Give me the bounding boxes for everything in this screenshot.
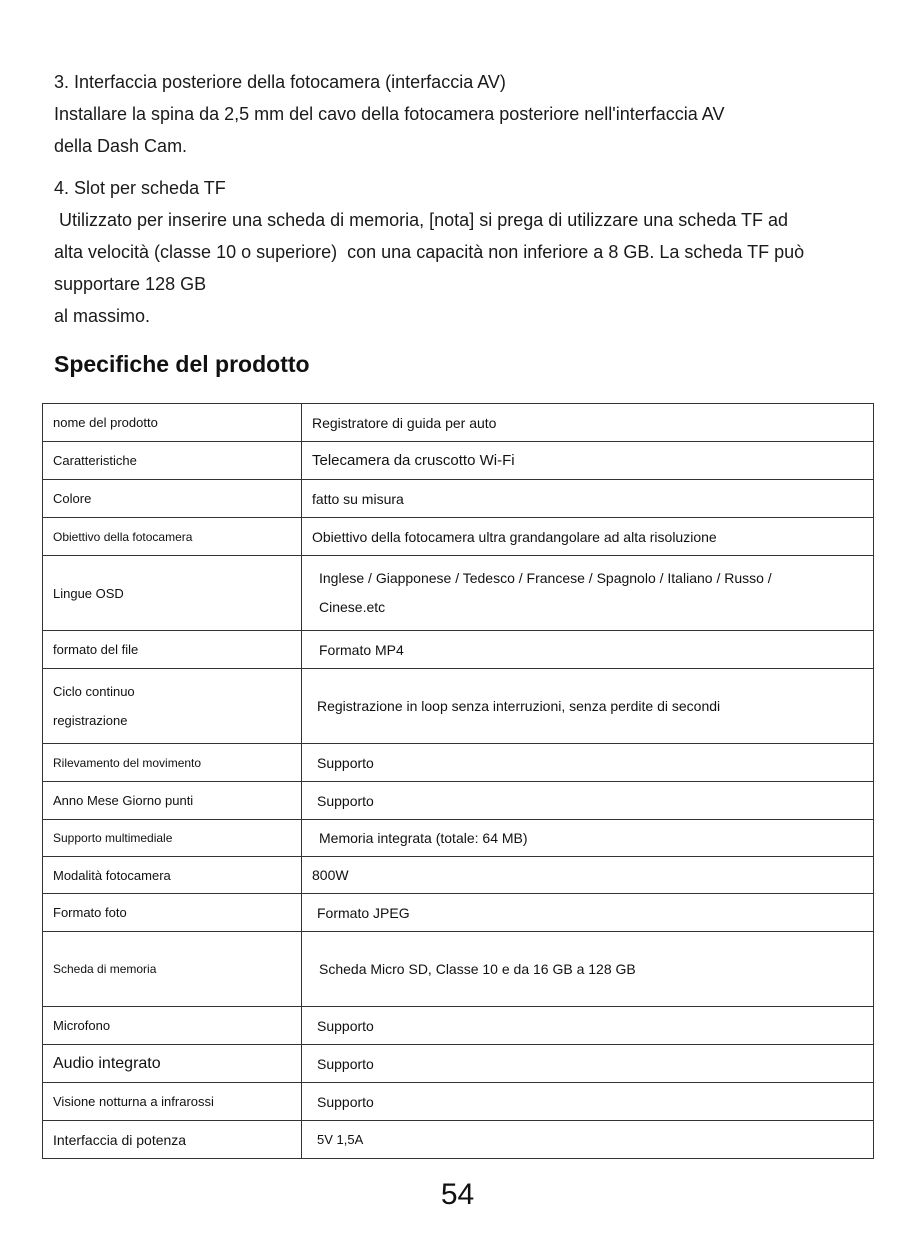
spec-label: Colore [43,480,302,518]
table-row [43,857,874,894]
paragraph-line: Installare la spina da 2,5 mm del cavo della fotocamera posteriore nell'interfaccia AV [54,104,725,124]
paragraph-line: supportare 128 GB [54,274,207,294]
table-row [43,744,874,782]
spec-label: nome del prodotto [43,404,302,442]
label-line: registrazione [53,713,128,728]
spec-value: Supporto [302,1083,874,1121]
spec-value: Registratore di guida per auto [302,404,874,442]
spec-label: Anno Mese Giorno punti [43,782,302,820]
spec-label: Supporto multimediale [43,820,302,857]
paragraph-line: al massimo. [54,306,151,326]
section-title: 4. Slot per scheda TF [54,178,226,198]
section-title: 3. Interfaccia posteriore della fotocamera (interfaccia AV) [54,72,506,92]
spec-value: Supporto [302,782,874,820]
table-row [43,782,874,820]
table-row [43,556,874,631]
page-number: 54 [440,1178,475,1211]
table-row [43,404,874,442]
spec-label: Visione notturna a infrarossi [43,1083,302,1121]
table-row [43,669,874,744]
spec-label: formato del file [43,631,302,669]
spec-value: Supporto [302,744,874,782]
spec-value: Formato MP4 [302,631,874,669]
spec-value [302,556,874,631]
table-row [43,894,874,932]
table-row [43,480,874,518]
spec-label: Interfaccia di potenza [43,1121,302,1159]
spec-value: Scheda Micro SD, Classe 10 e da 16 GB a 128 GB [302,932,874,1007]
paragraph-line: della Dash Cam. [54,136,188,156]
spec-value: Supporto [302,1045,874,1083]
specs-table [42,403,874,1159]
spec-label: Scheda di memoria [43,932,302,1007]
paragraph-line: Utilizzato per inserire una scheda di memoria, [nota] si prega di utilizzare una scheda TF ad [54,210,789,230]
spec-value: Supporto [302,1007,874,1045]
label-line: Ciclo continuo [53,684,135,699]
table-row [43,1121,874,1159]
spec-value: Obiettivo della fotocamera ultra grandangolare ad alta risoluzione [302,518,874,556]
spec-label: Rilevamento del movimento [43,744,302,782]
table-row [43,518,874,556]
spec-label: Modalità fotocamera [43,857,302,894]
spec-label: Audio integrato [43,1045,302,1083]
spec-label: Obiettivo della fotocamera [43,518,302,556]
spec-label: Caratteristiche [43,442,302,480]
table-row [43,1007,874,1045]
section-rear-camera-interface [54,66,854,162]
spec-value: fatto su misura [302,480,874,518]
paragraph-line: alta velocità (classe 10 o superiore) con una capacità non inferiore a 8 GB. La scheda TF può [54,242,805,262]
table-row [43,442,874,480]
table-row [43,932,874,1007]
spec-value: 800W [302,857,874,894]
spec-value: 5V 1,5A [302,1121,874,1159]
spec-value: Memoria integrata (totale: 64 MB) [302,820,874,857]
value-line: Inglese / Giapponese / Tedesco / Francese / Spagnolo / Italiano / Russo / [319,570,772,586]
spec-label [43,669,302,744]
table-row [43,820,874,857]
spec-value: Registrazione in loop senza interruzioni, senza perdite di secondi [302,669,874,744]
table-row [43,1083,874,1121]
value-line: Cinese.etc [319,599,386,615]
spec-value: Telecamera da cruscotto Wi-Fi [302,442,874,480]
spec-label: Lingue OSD [43,556,302,631]
table-row [43,631,874,669]
spec-label: Formato foto [43,894,302,932]
section-tf-card-slot [54,172,854,332]
spec-value: Formato JPEG [302,894,874,932]
table-row [43,1045,874,1083]
spec-label: Microfono [43,1007,302,1045]
specs-heading: Specifiche del prodotto [54,351,310,377]
